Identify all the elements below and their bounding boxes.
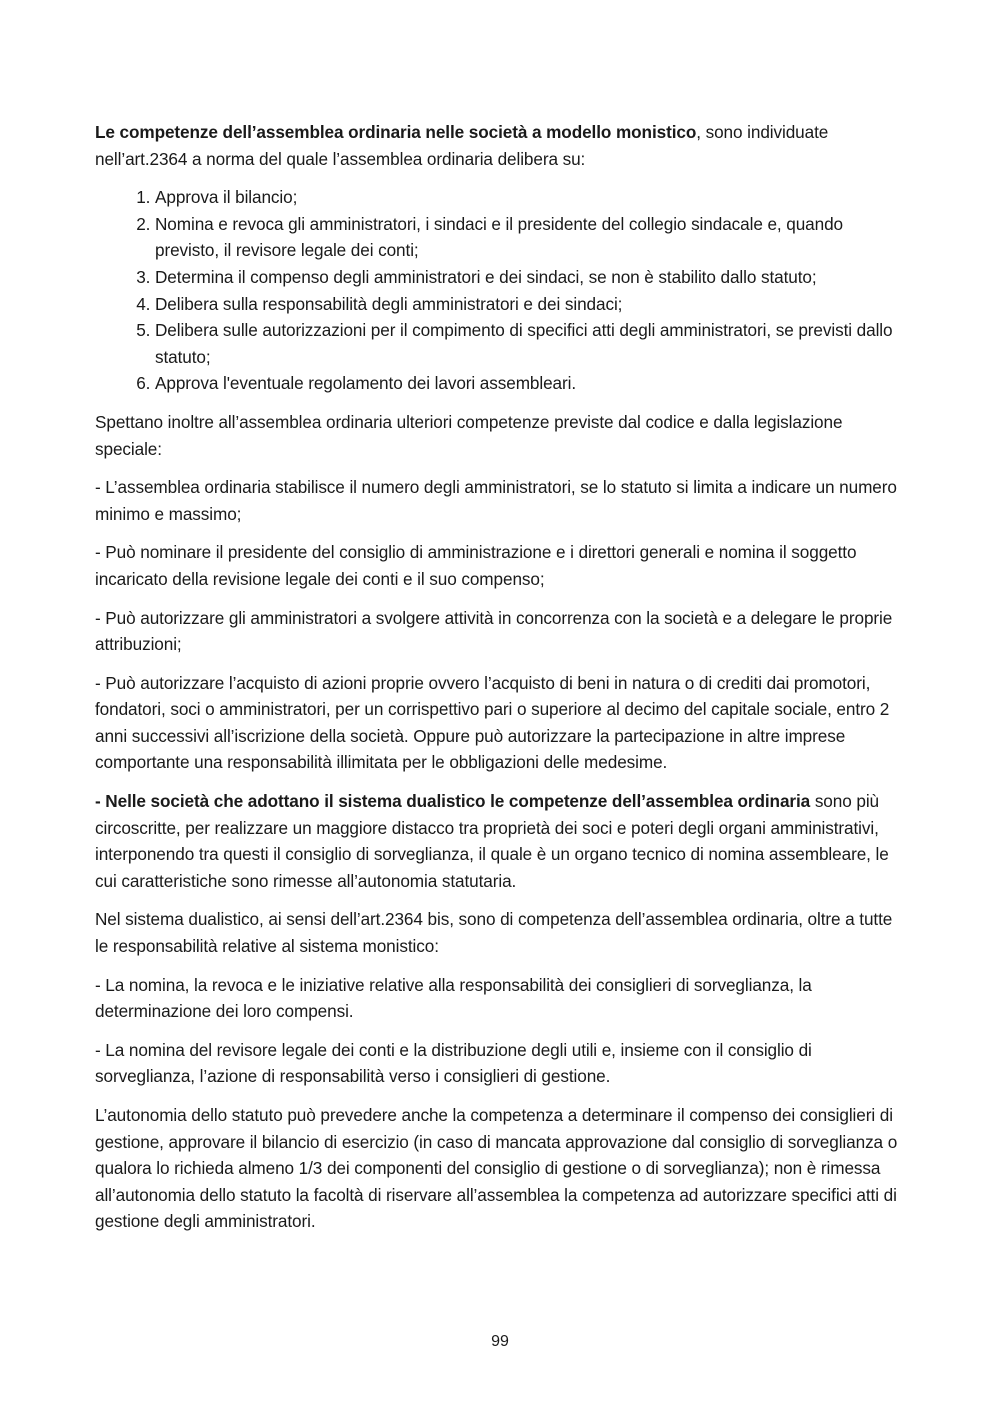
paragraph-sistema: Nel sistema dualistico, ai sensi dell’art.2364 bis, sono di competenza dell’assemblea ordinaria, oltre a tutte le responsabilità relative al sistema monistico: xyxy=(95,909,893,957)
intro-bold: Le competenze dell’assemblea ordinaria nelle società a modello monistico xyxy=(95,122,697,142)
list-item: 6. Approva l'eventuale regolamento dei lavori assembleari. xyxy=(155,370,903,397)
competences-list xyxy=(95,184,903,397)
paragraph-numero: - L’assemblea ordinaria stabilisce il numero degli amministratori, se lo statuto si limita a indicare un numero minimo e massimo; xyxy=(95,477,897,524)
page-number: 99 xyxy=(491,1333,509,1350)
paragraph-concorrenza: - Può autorizzare gli amministratori a svolgere attività in concorrenza con la società e a delegare le proprie attribuzioni; xyxy=(95,607,893,655)
paragraph-autonomia: L’autonomia dello statuto può prevedere anche la competenza a determinare il compenso dei consiglieri di gestione, approvare il bilancio di esercizio (in caso di mancata approvazione dal consiglio di sorveglianza o qualora lo richieda almeno 1/3 dei componenti del consiglio di gestione o di sorveglianza); non è rimessa all’autonomia dello statuto la facoltà di riservare all’assemblea la competenza ad autorizzare specifici atti di gestione degli amministratori. xyxy=(95,1105,898,1232)
paragraph-dualistico xyxy=(95,788,903,894)
page-body xyxy=(95,119,903,1247)
paragraph-nomina: - La nomina, la revoca e le iniziative relative alla responsabilità dei consiglieri di sorveglianza, la determinazione dei loro compensi. xyxy=(95,974,812,1022)
dualistico-bold: - Nelle società che adottano il sistema dualistico le competenze dell’assemblea ordinaria xyxy=(95,791,811,812)
paragraph-revisore: - La nomina del revisore legale dei conti e la distribuzione degli utili e, insieme con il consiglio di sorveglianza, l’azione di responsabilità verso i consiglieri di gestione. xyxy=(95,1039,812,1087)
list-item: 5. Delibera sulle autorizzazioni per il compimento di specifici atti degli amministratori, se previsti dallo statuto; xyxy=(155,317,903,370)
list-item: 4. Delibera sulla responsabilità degli amministratori e dei sindaci; xyxy=(155,291,903,318)
paragraph-acquisto: - Può autorizzare l’acquisto di azioni proprie ovvero l’acquisto di beni in natura o di crediti dai promotori, fondatori, soci o amministratori, per un corrispettivo pari o superiore al decimo del capitale sociale, entro 2 anni successivi all’iscrizione della società. Oppure può autorizzare la partecipazione in altre imprese comportante una responsabilità illimitata per le obbligazioni delle medesime. xyxy=(95,672,890,773)
dualistico-text: sono più circoscritte, per realizzare un maggiore distacco tra proprietà dei soci e poteri degli organi amministrativi, interponendo tra questi il consiglio di sorveglianza, il quale è un organo tecnico di nomina assembleare, le cui caratteristiche sono rimesse all’autonomia statutaria. xyxy=(95,791,889,891)
intro-paragraph xyxy=(95,119,903,172)
list-item: 3. Determina il compenso degli amministratori e dei sindaci, se non è stabilito dallo statuto; xyxy=(155,264,903,291)
paragraph-presidente: - Può nominare il presidente del consiglio di amministrazione e i direttori generali e nomina il soggetto incaricato della revisione legale dei conti e il suo compenso; xyxy=(95,542,857,589)
intro-text: , sono individuate nell’art.2364 a norma del quale l’assemblea ordinaria delibera su: xyxy=(95,122,829,169)
list-item: 1. Approva il bilancio; xyxy=(155,184,903,211)
list-item: 2. Nomina e revoca gli amministratori, i sindaci e il presidente del collegio sindacale e, quando previsto, il revisore legale dei conti; xyxy=(155,211,903,264)
paragraph-spettano: Spettano inoltre all’assemblea ordinaria ulteriori competenze previste dal codice e dalla legislazione speciale: xyxy=(95,411,843,459)
